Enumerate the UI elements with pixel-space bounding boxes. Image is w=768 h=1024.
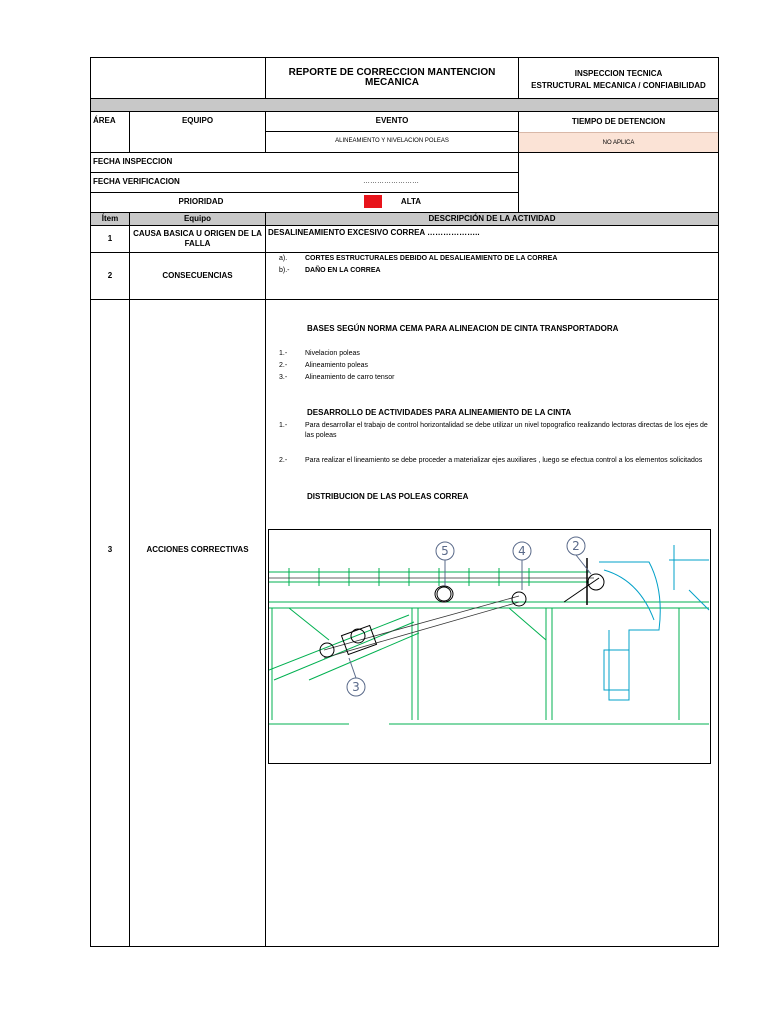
list-text: Nivelacion poleas — [305, 350, 360, 357]
base-item-2 — [279, 361, 709, 371]
col-header-item: Ítem — [101, 214, 119, 223]
separator-band — [91, 98, 718, 112]
consecuencia-b — [279, 266, 709, 276]
row-3-item: 3 — [107, 545, 113, 554]
priority-color-swatch — [364, 195, 382, 208]
tiempo-value: NO APLICA — [519, 132, 718, 152]
callout-label-3: 3 — [352, 680, 360, 694]
fecha-verificacion-label: FECHA VERIFICACION — [93, 177, 180, 186]
desarrollo-item-1 — [279, 421, 709, 443]
list-text: Alineamiento poleas — [305, 362, 369, 369]
fecha-verificacion-value: …………………… — [363, 178, 419, 185]
distribucion-title: DISTRIBUCION DE LAS POLEAS CORREA — [307, 492, 469, 501]
list-number: 2.- — [279, 457, 288, 464]
list-text: CORTES ESTRUCTURALES DEBIDO AL DESALIEAMIENTO DE LA CORREA — [305, 255, 558, 262]
evento-value: ALINEAMIENTO Y NIVELACION POLEAS — [335, 138, 449, 144]
base-item-3 — [279, 373, 709, 383]
list-number: 2.- — [279, 362, 288, 369]
bases-title: BASES SEGÚN NORMA CEMA PARA ALINEACION DE CINTA TRANSPORTADORA — [307, 324, 619, 333]
list-number: b).- — [279, 267, 290, 274]
row-1-equipo: CAUSA BASICA U ORIGEN DE LA FALLA — [133, 229, 262, 248]
row-1-item: 1 — [107, 234, 113, 243]
prioridad-value: ALTA — [400, 197, 422, 206]
list-number: 1.- — [279, 422, 288, 429]
prioridad-label: PRIORIDAD — [178, 197, 224, 206]
divider — [265, 212, 266, 946]
callout-label-5: 5 — [441, 544, 449, 558]
desarrollo-item-2 — [279, 456, 709, 478]
tiempo-label: TIEMPO DE DETENCION — [571, 116, 666, 126]
list-text: DAÑO EN LA CORREA — [305, 267, 381, 274]
list-number: 3.- — [279, 374, 288, 381]
callout-label-4: 4 — [518, 544, 526, 558]
report-sheet — [90, 57, 719, 947]
report-subtitle-1: INSPECCION TECNICA — [574, 69, 663, 78]
report-title: REPORTE DE CORRECCION MANTENCION MECANICA — [288, 67, 496, 88]
row-1-desc: DESALINEAMIENTO EXCESIVO CORREA ……………….. — [268, 228, 480, 237]
fecha-inspeccion-label: FECHA INSPECCION — [93, 157, 173, 166]
col-header-descripcion: DESCRIPCIÓN DE LA ACTIVIDAD — [428, 214, 556, 223]
list-number: a). — [279, 255, 288, 262]
consecuencia-a — [279, 254, 709, 264]
evento-label: EVENTO — [375, 116, 409, 125]
list-text: Para desarrollar el trabajo de control horizontalidad se debe utilizar un nivel topografico realizando lectoras directas de los ejes de las poleas — [305, 422, 708, 439]
row-3-equipo: ACCIONES CORRECTIVAS — [146, 545, 249, 554]
desarrollo-title: DESARROLLO DE ACTIVIDADES PARA ALINEAMIENTO DE LA CINTA — [307, 408, 572, 417]
row-2-equipo: CONSECUENCIAS — [162, 271, 233, 280]
list-text: Para realizar el lineamiento se debe proceder a materializar ejes auxiliares , luego se efectua control a los elementos solicitados — [305, 457, 703, 464]
list-number: 1.- — [279, 350, 288, 357]
callout-label-2: 2 — [572, 539, 580, 553]
list-text: Alineamiento de carro tensor — [305, 374, 395, 381]
report-subtitle-2: ESTRUCTURAL MECANICA / CONFIABILIDAD — [531, 81, 706, 90]
col-header-equipo: Equipo — [183, 214, 212, 223]
area-label: ÁREA — [93, 116, 116, 125]
base-item-1 — [279, 349, 709, 359]
equipo-label: EQUIPO — [181, 116, 214, 125]
conveyor-drawing — [268, 529, 711, 764]
row-2-item: 2 — [107, 271, 113, 280]
